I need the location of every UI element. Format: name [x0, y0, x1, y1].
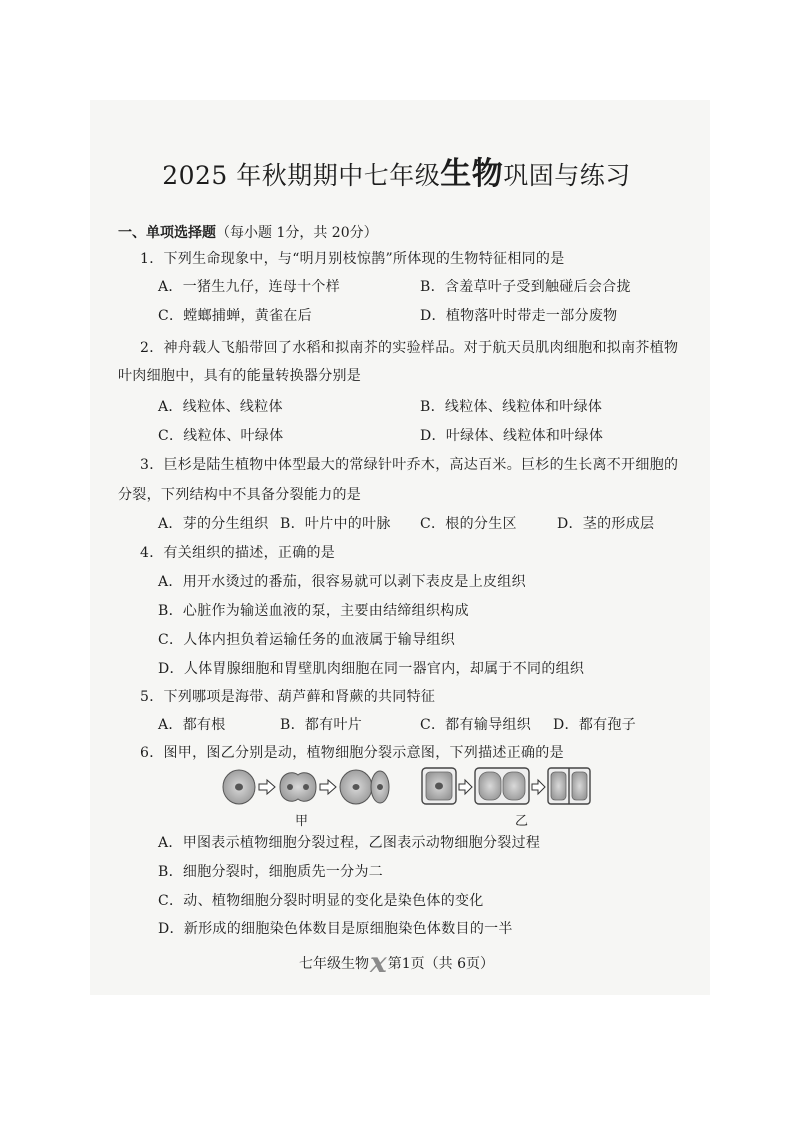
question-1-option-a: A．一猪生九仔，连母十个样: [158, 279, 341, 295]
plant-cell-2: [475, 768, 529, 804]
question-3-option-c: C．根的分生区: [420, 516, 517, 532]
question-5-option-a: A．都有根: [158, 717, 226, 733]
question-1-option-b: B．含羞草叶子受到触碰后会合拢: [420, 279, 631, 295]
footer-subject: 七年级生物: [299, 956, 370, 972]
question-4-option-d: D．人体胃腺细胞和胃壁肌肉细胞在同一器官内，却属于不同的组织: [158, 661, 585, 677]
plant-cell-3: [548, 768, 590, 804]
question-3-stem-cont: 分裂，下列结构中不具备分裂能力的是: [118, 487, 362, 503]
question-6-option-b: B．细胞分裂时，细胞质先一分为二: [158, 864, 384, 880]
plant-cell-1: [422, 768, 456, 804]
animal-cell-1: [223, 770, 255, 804]
title-suffix: 巩固与练习: [503, 161, 631, 190]
title-subject: 生物: [440, 156, 504, 192]
question-6-option-a: A．甲图表示植物细胞分裂过程，乙图表示动物细胞分裂过程: [158, 835, 541, 851]
question-4-stem: 4．有关组织的描述，正确的是: [140, 545, 336, 561]
question-5-option-b: B．都有叶片: [280, 717, 363, 733]
section-heading: [118, 222, 378, 242]
question-3-option-b: B．叶片中的叶脉: [280, 516, 391, 532]
section-note: （每小题 1分，共 20分）: [216, 225, 378, 241]
question-3-option-d: D．茎的形成层: [557, 516, 655, 532]
footer-page-number: 第1页（共 6页）: [387, 956, 494, 972]
animal-cell-3: [340, 770, 389, 804]
question-5-option-c: C．都有输导组织: [420, 717, 532, 733]
question-5-stem: 5．下列哪项是海带、葫芦藓和肾蕨的共同特征: [140, 689, 436, 705]
figure-label-jia: 甲: [295, 814, 309, 829]
question-2-option-a: A．线粒体、线粒体: [158, 399, 283, 415]
question-2-option-c: C．线粒体、叶绿体: [158, 428, 284, 444]
question-3-stem: 3．巨杉是陆生植物中体型最大的常绿针叶乔木，高达百米。巨杉的生长离不开细胞的: [140, 457, 679, 473]
question-4-option-b: B．心脏作为输送血液的泵，主要由结缔组织构成: [158, 603, 469, 619]
arrow-icon: [259, 780, 275, 794]
question-4-option-a: A．用开水烫过的番茄，很容易就可以剥下表皮是上皮组织: [158, 574, 526, 590]
arrow-icon: [320, 780, 336, 794]
question-4-option-c: C．人体内担负着运输任务的血液属于输导组织: [158, 632, 456, 648]
question-6-option-c: C．动、植物细胞分裂时明显的变化是染色体的变化: [158, 893, 484, 909]
question-2-option-b: B．线粒体、线粒体和叶绿体: [420, 399, 603, 415]
animal-cell-2: [280, 773, 316, 802]
question-2-stem: 2．神舟载人飞船带回了水稻和拟南芥的实验样品。对于航天员肌肉细胞和拟南芥植物: [140, 340, 679, 356]
arrow-icon: [459, 780, 472, 794]
question-2-stem-cont: 叶肉细胞中，具有的能量转换器分别是: [118, 368, 362, 384]
figure-label-yi: 乙: [515, 814, 529, 829]
question-5-option-d: D．都有孢子: [553, 717, 637, 733]
section-label: 一、单项选择题: [118, 225, 216, 241]
page-footer: [0, 946, 793, 979]
question-1-option-c: C．螳螂捕蝉，黄雀在后: [158, 308, 313, 324]
question-1-stem: 1．下列生命现象中，与“明月别枝惊鹊”所体现的生物特征相同的是: [140, 251, 565, 267]
question-2-option-d: D．叶绿体、线粒体和叶绿体: [420, 428, 604, 444]
cell-division-figure: [222, 765, 592, 825]
question-3-option-a: A．芽的分生组织: [158, 516, 269, 532]
arrow-icon: [532, 780, 545, 794]
question-1-option-d: D．植物落叶时带走一部分废物: [420, 308, 618, 324]
question-6-stem: 6．图甲，图乙分别是动，植物细胞分裂示意图，下列描述正确的是: [140, 745, 564, 761]
footer-watermark-mark: x: [370, 946, 387, 979]
question-6-option-d: D．新形成的细胞染色体数目是原细胞染色体数目的一半: [158, 921, 513, 937]
title-prefix: 2025 年秋期期中七年级: [162, 161, 441, 190]
page-title: [0, 148, 793, 193]
